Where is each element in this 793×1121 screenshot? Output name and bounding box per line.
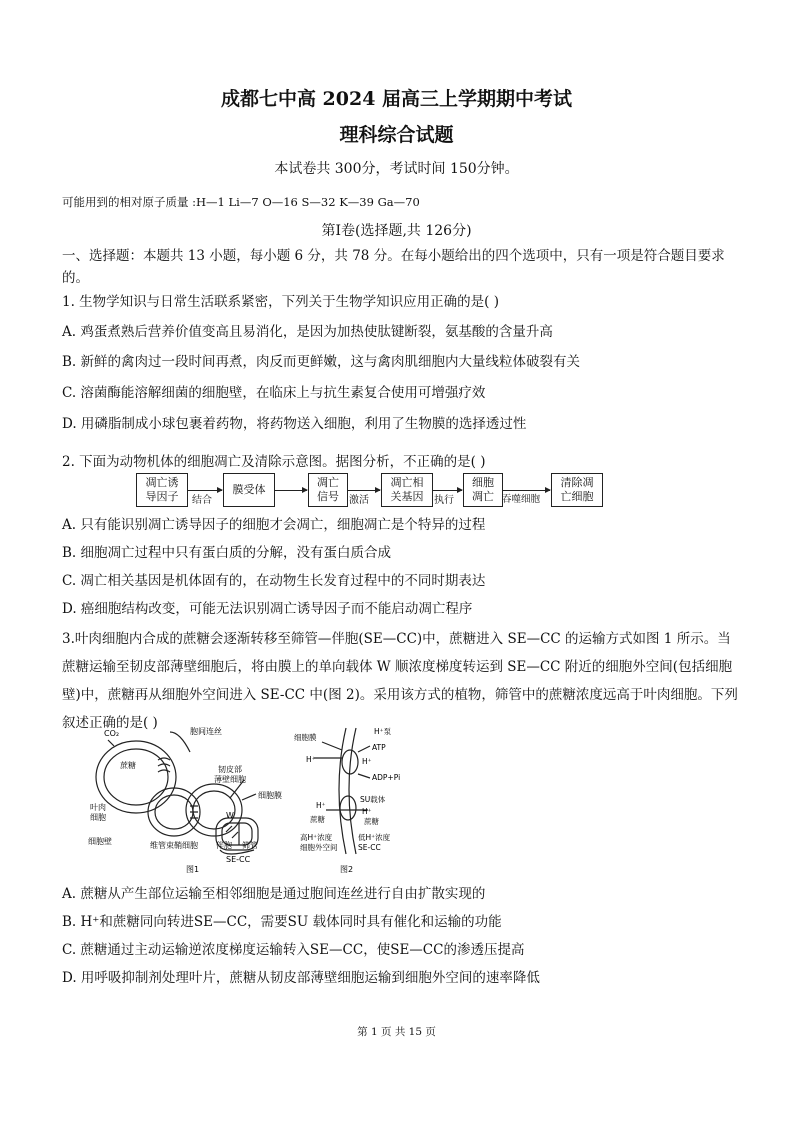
section-title: 第Ⅰ卷(选择题,共 126分)	[321, 223, 472, 239]
fig2-high-label-2: 细胞外空间	[300, 843, 338, 852]
q1-option-a: A. 鸡蛋煮熟后营养价值变高且易消化，是因为加热使肽键断裂，氨基酸的含量升高	[62, 324, 553, 340]
flow-box-clear-line2: 亡细胞	[560, 490, 594, 503]
membrane-pointer-2	[322, 742, 342, 750]
arrow-activate-label: 激活	[349, 495, 369, 506]
fig1-mesophyll-label-2: 细胞	[90, 813, 106, 822]
flow-box-signal-line2: 信号	[317, 490, 339, 503]
flow-box-signal	[308, 473, 348, 507]
fig1-phloem-label-2: 薄壁细胞	[214, 775, 246, 784]
bundle-sheath-cell-inner	[155, 795, 193, 829]
fig1-co2-label: CO₂	[104, 729, 120, 738]
phloem-cell-outer	[186, 784, 242, 836]
fig2-low-label-1: 低H⁺浓度	[358, 833, 391, 842]
flow-box-gene-line2: 关基因	[390, 490, 424, 503]
q2-stem: 2. 下面为动物机体的细胞凋亡及清除示意图。据图分析，不正确的是( )	[62, 454, 486, 470]
fig2-low-label-2: SE-CC	[358, 843, 381, 852]
su-carrier	[340, 796, 356, 820]
q1-option-b: B. 新鲜的禽肉过一段时间再煮，肉反而更鲜嫩，这与禽肉肌细胞内大量线粒体破裂有关	[62, 354, 581, 370]
q1-option-d: D. 用磷脂制成小球包裹着药物，将药物送入细胞，利用了生物膜的选择透过性	[62, 416, 527, 432]
w-transport-arrows	[226, 826, 238, 838]
flow-box-gene	[381, 473, 433, 507]
flow-box-signal-line1: 凋亡	[317, 476, 339, 489]
fig1-cell-wall-label: 细胞壁	[88, 837, 112, 846]
fig1-sieve-label: 筛管	[242, 841, 258, 850]
fig1-plasmodesmata-label: 胞间连丝	[190, 727, 222, 736]
apoptosis-flowchart	[136, 473, 606, 507]
exam-title: 成都七中高 2024 届高三上学期期中考试	[220, 88, 573, 110]
fig2-sucrose-right: 蔗糖	[364, 817, 379, 826]
plasmodesmata-pointer	[170, 732, 190, 752]
flow-box-clear	[551, 473, 603, 507]
q2-option-b: B. 细胞凋亡过程中只有蛋白质的分解，没有蛋白质合成	[62, 545, 392, 561]
q1-stem: 1. 生物学知识与日常生活联系紧密，下列关于生物学知识应用正确的是( )	[62, 294, 499, 310]
fig1-bundle-sheath-label: 维管束鞘细胞	[150, 841, 198, 850]
fig2-h-lower-left: H⁺	[316, 801, 326, 810]
fig2-h-left: H⁺	[306, 755, 316, 764]
fig2-sucrose-left: 蔗糖	[310, 815, 325, 824]
membrane-pointer	[242, 794, 256, 800]
fig2-membrane-label: 细胞膜	[294, 733, 317, 742]
fig2-atp-label: ATP	[372, 743, 386, 752]
flow-box-apoptosis	[463, 473, 503, 507]
fig1-sucrose-label: 蔗糖	[120, 761, 136, 770]
fig2-su-label: SU载体	[360, 795, 386, 804]
fig1-caption: 图1	[186, 865, 200, 874]
arrow-bind-label: 结合	[192, 495, 212, 506]
figure-1-sucrose-transport	[86, 722, 286, 874]
arrow-phagocyte-label: 吞噬细胞	[502, 494, 541, 505]
mesophyll-cell-outer	[96, 741, 176, 813]
q1-option-c: C. 溶菌酶能溶解细菌的细胞壁，在临床上与抗生素复合使用可增强疗效	[62, 385, 486, 401]
flow-box-apoptosis-line1: 细胞	[472, 476, 494, 489]
arrow-execute-label: 执行	[434, 495, 454, 506]
fig2-adp-label: ADP+Pi	[372, 773, 401, 782]
q3-option-a: A. 蔗糖从产生部位运输至相邻细胞是通过胞间连丝进行自由扩散实现的	[62, 886, 486, 902]
fig2-high-label-1: 高H⁺浓度	[300, 833, 333, 842]
fig1-phloem-label-1: 韧皮部	[218, 765, 242, 774]
flow-box-inducer	[136, 473, 188, 507]
mesophyll-cell-inner	[104, 749, 168, 805]
fig1-companion-label: 伴胞	[216, 841, 232, 850]
figure-2-su-carrier	[292, 722, 422, 874]
q3-option-d: D. 用呼吸抑制剂处理叶片，蔗糖从韧皮部薄壁细胞运输到细胞外空间的速率降低	[62, 970, 540, 986]
fig2-caption: 图2	[340, 865, 354, 874]
fig1-membrane-label: 细胞膜	[258, 791, 282, 800]
flow-box-inducer-line1: 凋亡诱	[145, 476, 179, 489]
atomic-masses: 可能用到的相对原子质量 :H—1 Li—7 O—16 S—32 K—39 Ga—70	[62, 195, 420, 209]
exam-info: 本试卷共 300分，考试时间 150分钟。	[274, 161, 519, 177]
section-instructions: 一、选择题：本题共 13 小题，每小题 6 分，共 78 分。在每小题给出的四个选项中，只有一项是符合题目要求的。	[62, 248, 725, 286]
flow-box-clear-line1: 清除凋	[560, 476, 594, 489]
q2-option-a: A. 只有能识别凋亡诱导因子的细胞才会凋亡，细胞凋亡是个特异的过程	[62, 517, 486, 533]
membrane-line-right	[349, 728, 356, 854]
arrow-receptor	[275, 490, 307, 491]
fig1-secc-label: SE-CC	[226, 855, 251, 864]
plasmodesmata-marks	[158, 758, 170, 772]
membrane-line-left	[339, 728, 346, 854]
q3-stem: 3.叶肉细胞内合成的蔗糖会逐渐转移至筛管—伴胞(SE—CC)中，蔗糖进入 SE—CC 的运输方式如图 1 所示。当蔗糖运输至韧皮部薄壁细胞后，将由膜上的单向载体 W 顺浓度梯度转运到 SE—CC 附近的细胞外空间(包括细胞壁)中，蔗糖再从细胞外空间进入 SE-CC 中(图 2)。采用该方式的植物，筛管中的蔗糖浓度远高于叶肉细胞。下列叙述正确的是( )	[62, 631, 738, 731]
flow-box-gene-line1: 凋亡相	[390, 476, 424, 489]
co2-arrow	[108, 740, 114, 746]
q3-option-b: B. H⁺和蔗糖同向转进SE—CC，需要SU 载体同时具有催化和运输的功能	[62, 914, 502, 930]
fig1-mesophyll-label-1: 叶肉	[90, 803, 106, 812]
q2-option-d: D. 癌细胞结构改变，可能无法识别凋亡诱导因子而不能启动凋亡程序	[62, 601, 473, 617]
fig2-pump-label: H⁺泵	[374, 727, 392, 736]
fig1-w-label: W	[226, 811, 234, 820]
flow-box-receptor: 膜受体	[223, 473, 275, 507]
q3-option-c: C. 蔗糖通过主动运输逆浓度梯度运输转入SE—CC，使SE—CC的渗透压提高	[62, 942, 525, 958]
fig2-h-right: H⁺	[362, 757, 372, 766]
flow-box-inducer-line2: 导因子	[145, 490, 179, 503]
fig2-h-lower-right: H⁺	[362, 807, 372, 816]
subject-title: 理科综合试题	[339, 124, 454, 146]
q2-option-c: C. 凋亡相关基因是机体固有的，在动物生长发育过程中的不同时期表达	[62, 573, 486, 589]
flow-box-apoptosis-line2: 凋亡	[472, 490, 494, 503]
page-number: 第 1 页 共 15 页	[357, 1026, 436, 1038]
